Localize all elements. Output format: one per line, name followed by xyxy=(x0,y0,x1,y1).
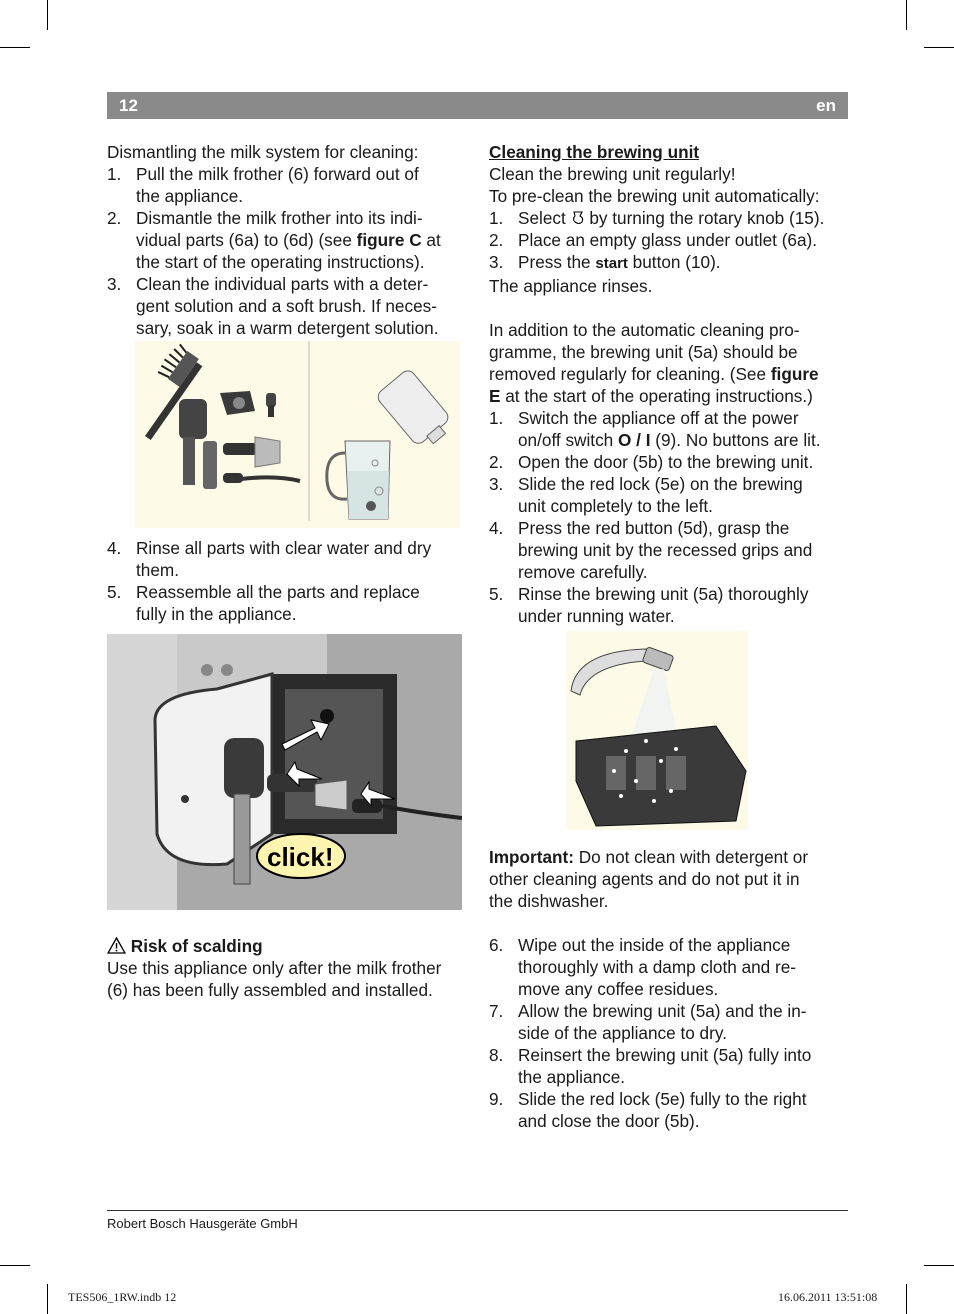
list-item: 2. Dismantle the milk frother into its indi- vidual parts (6a) to (6d) (see figure C at the start of the operating instructions). xyxy=(107,208,441,272)
page-number: 12 xyxy=(119,96,138,115)
rinsing-figure xyxy=(566,631,748,830)
list-item: 1. Pull the milk frother (6) forward out of the appliance. xyxy=(107,164,419,206)
crop-mark xyxy=(0,47,30,48)
list-item: 1. Select by turning the rotary knob (15). xyxy=(489,208,825,228)
language-code: en xyxy=(816,96,836,115)
print-slug-file: TES506_1RW.indb 12 xyxy=(68,1290,177,1304)
list-item: 7. Allow the brewing unit (5a) and the in- side of the appliance to dry. xyxy=(489,1001,807,1043)
list-item: 3. Slide the red lock (5e) on the brewing unit completely to the left. xyxy=(489,474,803,516)
left-column xyxy=(107,141,467,339)
right-column-cont: Important: Do not clean with detergent or other cleaning agents and do not put it in the dishwasher. 6. Wipe out the inside of the appliance thoroughly with a damp cloth and re- move any coffee residues. 7. Allow the brewing unit (5a) and the in- side of the appliance to dry. 8. Reinsert the brewing unit (5a) fully into the appliance. 9. Slide the red lock (5e) fully to the right and close the door (5b). xyxy=(489,846,849,1132)
crop-mark xyxy=(906,0,907,30)
rinse-symbol-icon xyxy=(571,210,585,226)
print-slug-date: 16.06.2011 13:51:08 xyxy=(778,1290,878,1304)
warning-title: Risk of scalding xyxy=(130,936,263,956)
list-item: 5. Rinse the brewing unit (5a) thoroughly under running water. xyxy=(489,584,809,626)
right-column: Cleaning the brewing unit Clean the brewing unit regularly! To pre-clean the brewing unit automatically: 1. Select by turning the rotary knob (15). 2. Place an empty glass under outlet (6a). 3. Press the start button (10). The appliance rinses. In addition to the automatic cleaning pro- gramme, the brewing unit (5a) should be removed regularly for cleaning. (See figure E at the start of the operating instructions.) 1. Switch the appliance off at the power on/off switch O / I (9). No buttons are lit. 2. Open the door (5b) to the brewing unit. 3. Slide the red lock (5e) on the brewing unit completely to the left. 4. Press the red button (5d), grasp the brewing unit by the recessed grips and remove carefully. 5. Rinse the brewing unit (5a) thoroughly under running water. xyxy=(489,141,854,627)
warning-triangle-icon xyxy=(107,937,126,954)
left-column-cont xyxy=(107,537,467,625)
frother-parts-figure xyxy=(135,341,460,528)
list-item: 2. Place an empty glass under outlet (6a). xyxy=(489,230,818,250)
crop-mark xyxy=(924,1265,954,1266)
footer-company: Robert Bosch Hausgeräte GmbH xyxy=(107,1216,298,1231)
click-label: click! xyxy=(267,842,334,872)
list-item: 8. Reinsert the brewing unit (5a) fully into the appliance. xyxy=(489,1045,812,1087)
section-heading: Cleaning the brewing unit xyxy=(489,142,700,162)
warning-line: (6) has been fully assembled and installed. xyxy=(107,980,433,1000)
important-label: Important: xyxy=(489,847,574,867)
page-header-bar xyxy=(107,92,848,119)
list-item: 9. Slide the red lock (5e) fully to the right and close the door (5b). xyxy=(489,1089,807,1131)
crop-mark xyxy=(47,0,48,30)
footer-divider xyxy=(107,1210,848,1211)
list-item: 5. Reassemble all the parts and replace fully in the appliance. xyxy=(107,582,420,624)
reassembly-figure xyxy=(107,634,462,910)
list-item: 4. Press the red button (5d), grasp the brewing unit by the recessed grips and remove carefully. xyxy=(489,518,813,582)
warning-line: Use this appliance only after the milk frother xyxy=(107,958,442,978)
crop-mark xyxy=(47,1284,48,1314)
list-item: 6. Wipe out the inside of the appliance thoroughly with a damp cloth and re- move any coffee residues. xyxy=(489,935,797,999)
list-item: 2. Open the door (5b) to the brewing unit. xyxy=(489,452,814,472)
list-item: 1. Switch the appliance off at the power on/off switch O / I (9). No buttons are lit. xyxy=(489,408,821,450)
crop-mark xyxy=(0,1265,30,1266)
intro-text: Dismantling the milk system for cleaning: xyxy=(107,142,419,162)
warning-block xyxy=(107,935,477,1001)
crop-mark xyxy=(906,1284,907,1314)
list-item: 3. Clean the individual parts with a deter- gent solution and a soft brush. If neces- sary, soak in a warm detergent solution. xyxy=(107,274,439,338)
list-item: 3. Press the start button (10). xyxy=(489,252,721,272)
crop-mark xyxy=(924,47,954,48)
list-item: 4. Rinse all parts with clear water and dry them. xyxy=(107,538,432,580)
